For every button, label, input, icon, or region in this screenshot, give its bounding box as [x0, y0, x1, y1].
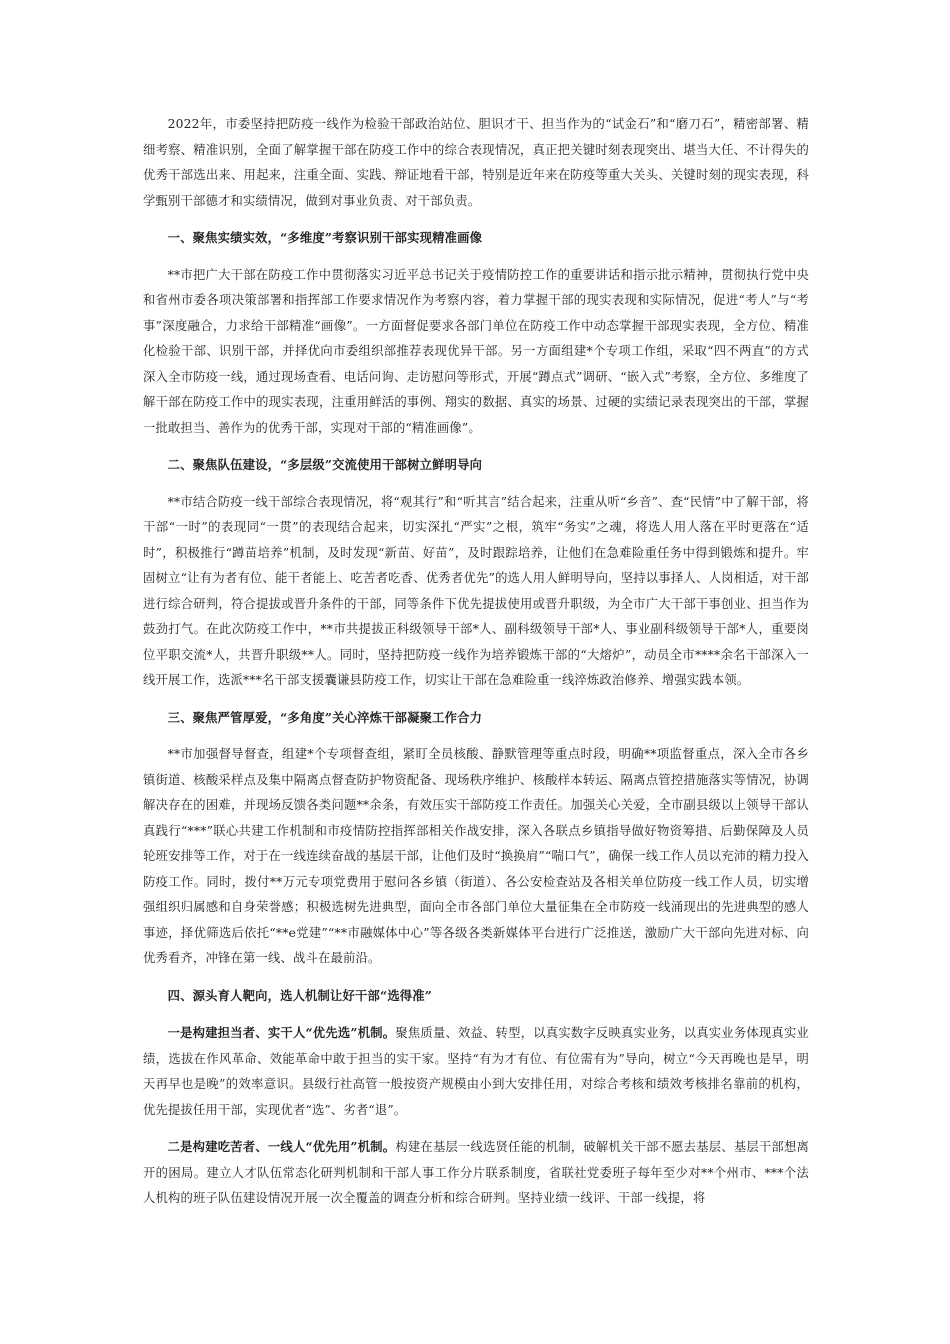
section-heading-4: 四、源头育人靶向，选人机制让好干部“选得准” — [167, 987, 433, 1003]
section-heading-3: 三、聚焦严管厚爱，“多角度”关心淬炼干部凝聚工作合力 — [167, 709, 483, 725]
section-4-lead-2: 二是构建吃苦者、一线人“优先用”机制。 — [167, 1139, 396, 1154]
section-4-paragraph-2 — [143, 1134, 809, 1212]
section-3-paragraph: **市加强督导督查，组建*个专项督查组，紧盯全员核酸、静默管理等重点时段，明确**项监督重点，深入全市各乡镇街道、核酸采样点及集中隔离点督查防护物资配备、现场秩序维护、核酸样本转运、隔离点管控措施落实等情况，协调解决存在的困难，并现场反馈各类问题**余条，有效压实干部防疫工作责任。加强关心关爱，全市副县级以上领导干部认真践行“***”联心共建工作机制和市疫情防控指挥部相关作战安排，深入各联点乡镇指导做好物资筹措、后勤保障及人员轮班安排等工作，对于在一线连续奋战的基层干部，让他们及时“换换肩”“喘口气”，确保一线工作人员以充沛的精力投入防疫工作。同时，拨付**万元专项党费用于慰问各乡镇（街道）、各公安检查站及各相关单位防疫一线工作人员，切实增强组织归属感和自身荣誉感；积极选树先进典型，面向全市各部门单位大量征集在全市防疫一线涌现出的先进典型的感人事迹，择优筛选后依托“**e党建”“**市融媒体中心”等各级各类新媒体平台进行广泛推送，激励广大干部向先进对标、向优秀看齐，冲锋在第一线、战斗在最前沿。 — [143, 747, 809, 965]
section-4-text-2: 构建在基层一线选贤任能的机制，破解机关干部不愿去基层、基层干部想离开的困局。建立人才队伍常态化研判机制和干部人事工作分片联系制度，省联社党委班子每年至少对**个州市、***个法人机构的班子队伍建设情况开展一次全覆盖的调查分析和综合研判。坚持业绩一线评、干部一线提，将 — [143, 1140, 809, 1205]
section-heading-1: 一、聚焦实绩实效，“多维度”考察识别干部实现精准画像 — [167, 230, 483, 245]
section-4-text-1: 聚焦质量、效益、转型，以真实数字反映真实业务，以真实业务体现真实业绩，选拔在作风革命、效能革命中敢于担当的实干家。坚持“有为才有位、有位需有为”导向，树立“今天再晚也是早，明天再早也是晚”的效率意识。县级行社高管一般按资产规模由小到大安排任用，对综合考核和绩效考核排名靠前的机构，优先提拔任用干部，实现优者“选”、劣者“退”。 — [143, 1026, 809, 1117]
section-heading-2: 二、聚焦队伍建设，“多层级”交流使用干部树立鲜明导向 — [167, 457, 483, 472]
document-page — [143, 112, 809, 1223]
intro-paragraph: 2022年，市委坚持把防疫一线作为检验干部政治站位、胆识才干、担当作为的“试金石”和“磨刀石”，精密部署、精细考察、精准识别，全面了解掌握干部在防疫工作中的综合表现情况，真正把关键时刻表现突出、堪当大任、不计得失的优秀干部选出来、用起来，注重全面、实践、辩证地看干部，特别是近年来在防疫等重大关头、关键时刻的现实表现，科学甄别干部德才和实绩情况，做到对事业负责、对干部负责。 — [143, 117, 809, 208]
section-4-lead-1: 一是构建担当者、实干人“优先选”机制。 — [167, 1025, 396, 1040]
section-4-paragraph-1 — [143, 1020, 809, 1123]
section-2-paragraph: **市结合防疫一线干部综合表现情况，将“观其行”和“听其言”结合起来，注重从听“乡音”、查“民情”中了解干部，将干部“一时”的表现同“一贯”的表现结合起来，切实深扎“严实”之根，筑牢“务实”之魂，将选人用人落在平时更落在“适时”，积极推行“蹲苗培养”机制，及时发现“新苗、好苗”，及时跟踪培养，让他们在急难险重任务中得到锻炼和提升。牢固树立“让有为者有位、能干者能上、吃苦者吃香、优秀者优先”的选人用人鲜明导向，坚持以事择人、人岗相适，对干部进行综合研判，符合提拔或晋升条件的干部，同等条件下优先提拔使用或晋升职级，为全市广大干部干事创业、担当作为鼓劲打气。在此次防疫工作中，**市共提拔正科级领导干部*人、副科级领导干部*人、事业副科级领导干部*人，重要岗位平职交流*人，共晋升职级**人。同时，坚持把防疫一线作为培养锻炼干部的“大熔炉”，动员全市****余名干部深入一线开展工作，选派***名干部支援囊谦县防疫工作，切实让干部在急难险重一线淬炼政治修养、增强实践本领。 — [143, 494, 809, 687]
section-1-paragraph: **市把广大干部在防疫工作中贯彻落实习近平总书记关于疫情防控工作的重要讲话和指示批示精神，贯彻执行党中央和省州市委各项决策部署和指挥部工作要求情况作为考察内容，着力掌握干部的现实表现和实际情况，促进“考人”与“考事”深度融合，力求给干部精准“画像”。一方面督促要求各部门单位在防疫工作中动态掌握干部现实表现，全方位、精准化检验干部、识别干部，并择优向市委组织部推荐表现优异干部。另一方面组建*个专项工作组，采取“四不两直”的方式深入全市防疫一线，通过现场查看、电话问询、走访慰问等形式，开展“蹲点式”调研、“嵌入式”考察，全方位、多维度了解干部在防疫工作中的现实表现，注重用鲜活的事例、翔实的数据、真实的场景、过硬的实绩记录表现突出的干部，掌握一批敢担当、善作为的优秀干部，实现对干部的“精准画像”。 — [143, 267, 809, 435]
